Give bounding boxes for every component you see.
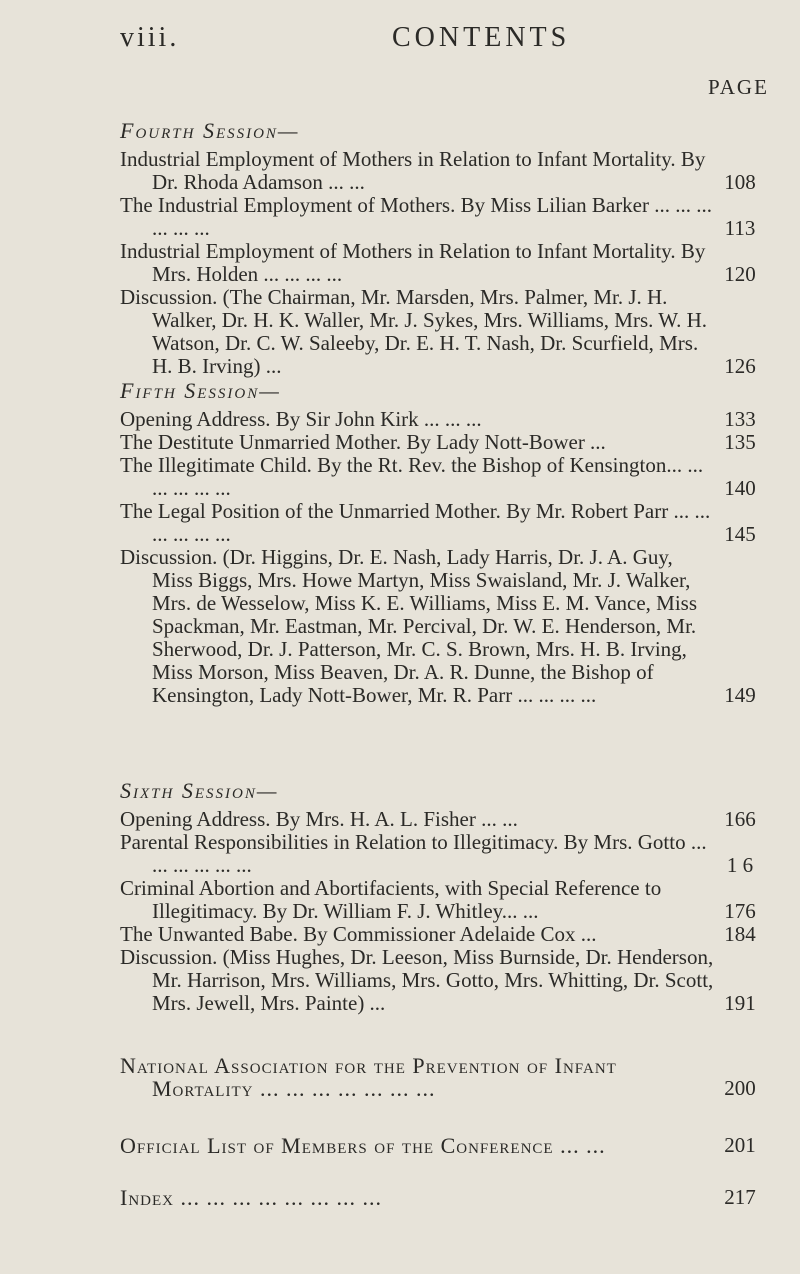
tail-entry-members-list [120, 1134, 780, 1157]
entry-page-number: 217 [724, 1185, 756, 1209]
toc-entry[interactable] [120, 1054, 780, 1100]
toc-entry[interactable] [120, 148, 780, 194]
page-folio: viii. [120, 22, 180, 53]
entry-page-number: 184 [724, 922, 756, 946]
entry-title: The Industrial Employment of Mothers. By Miss Lilian Barker ... ... ... ... ... ... [120, 193, 712, 240]
entry-page-number: 108 [724, 170, 756, 194]
section-fifth-session [120, 378, 780, 707]
entry-title: National Association for the Prevention of Infant Mortality ... ... ... ... ... ... ... [120, 1053, 617, 1101]
toc-entry[interactable] [120, 286, 780, 378]
tail-entry-association [120, 1054, 780, 1100]
page-column-label: PAGE [708, 75, 769, 99]
toc-entry[interactable] [120, 923, 780, 946]
entry-title: Discussion. (Dr. Higgins, Dr. E. Nash, Lady Harris, Dr. J. A. Guy, Miss Biggs, Mrs. Howe Martyn, Miss Swaisland, Mr. J. Walker, Mrs. de Wesselow, Miss K. E. Williams, Miss E. M. Vance, Miss Spackman, Mr. Eastman, Mr. Percival, Dr. W. E. Henderson, Mr. Sherwood, Dr. J. Patterson, Mr. C. S. Brown, Mrs. H. B. Irving, Miss Morson, Miss Beaven, Dr. A. R. Dunne, the Bishop of Kensington, Lady Nott-Bower, Mr. R. Parr ... ... ... ... [120, 545, 698, 707]
entry-page-number: 145 [724, 522, 756, 546]
entry-title: Opening Address. By Mrs. H. A. L. Fisher ... ... [120, 807, 518, 831]
toc-entry[interactable] [120, 1134, 780, 1157]
entry-title: The Legal Position of the Unmarried Mother. By Mr. Robert Parr ... ... ... ... ... ... [120, 499, 711, 546]
entry-page-number: 201 [724, 1133, 756, 1157]
toc-entry[interactable] [120, 431, 780, 454]
entry-title: Industrial Employment of Mothers in Relation to Infant Mortality. By Mrs. Holden ... ... ... ... [120, 239, 706, 286]
page-header [120, 22, 760, 62]
entry-title: The Illegitimate Child. By the Rt. Rev. the Bishop of Kensington... ... ... ... ... ... [120, 453, 704, 500]
entry-page-number: 135 [724, 430, 756, 454]
section-title: Fourth Session— [120, 118, 300, 143]
toc-entry[interactable] [120, 240, 780, 286]
section-fourth-session [120, 118, 780, 378]
section-title: Fifth Session— [120, 378, 281, 403]
section-title: Sixth Session— [120, 778, 279, 803]
toc-entry[interactable] [120, 194, 780, 240]
section-sixth-session [120, 778, 780, 1015]
toc-entry[interactable] [120, 1186, 780, 1209]
entry-title: Industrial Employment of Mothers in Relation to Infant Mortality. By Dr. Rhoda Adamson ... ... [120, 147, 706, 194]
toc-entry[interactable] [120, 877, 780, 923]
entry-page-number: 191 [724, 991, 756, 1015]
entry-title: The Destitute Unmarried Mother. By Lady Nott-Bower ... [120, 430, 606, 454]
entry-page-number: 200 [724, 1076, 756, 1100]
entry-page-number: 113 [724, 216, 756, 240]
toc-entry[interactable] [120, 546, 780, 707]
entry-page-number: 120 [724, 262, 756, 286]
toc-entry[interactable] [120, 831, 780, 877]
entry-title: Opening Address. By Sir John Kirk ... ... ... [120, 407, 482, 431]
entry-title: Discussion. (The Chairman, Mr. Marsden, Mrs. Palmer, Mr. J. H. Walker, Dr. H. K. Waller, Mr. J. Sykes, Mrs. Williams, Mrs. W. H. Watson, Dr. C. W. Saleeby, Dr. E. H. T. Nash, Dr. Scurfield, Mrs. H. B. Irving) ... [120, 285, 708, 378]
entry-title: Index ... ... ... ... ... ... ... ... [120, 1185, 382, 1210]
toc-entry[interactable] [120, 808, 780, 831]
entry-title: The Unwanted Babe. By Commissioner Adelaide Cox ... [120, 922, 597, 946]
entry-page-number: 176 [724, 899, 756, 923]
entry-page-number: 1 6 [726, 853, 754, 877]
toc-entry[interactable] [120, 408, 780, 431]
toc-entry[interactable] [120, 500, 780, 546]
running-head: CONTENTS [392, 22, 571, 53]
entry-page-number: 126 [724, 354, 756, 378]
entry-page-number: 140 [724, 476, 756, 500]
toc-entry[interactable] [120, 946, 780, 1015]
entry-title: Criminal Abortion and Abortifacients, with Special Reference to Illegitimacy. By Dr. William F. J. Whitley... ... [120, 876, 662, 923]
toc-entry[interactable] [120, 454, 780, 500]
entry-title: Official List of Members of the Conference ... ... [120, 1133, 606, 1158]
entry-title: Parental Responsibilities in Relation to Illegitimacy. By Mrs. Gotto ... ... ... ... ... ... [120, 830, 707, 877]
entry-title: Discussion. (Miss Hughes, Dr. Leeson, Miss Burnside, Dr. Henderson, Mr. Harrison, Mrs. Williams, Mrs. Gotto, Mrs. Whitting, Dr. Scott, Mrs. Jewell, Mrs. Painte) ... [120, 945, 714, 1015]
entry-page-number: 133 [724, 407, 756, 431]
entry-page-number: 149 [724, 683, 756, 707]
entry-page-number: 166 [724, 807, 756, 831]
tail-entry-index [120, 1186, 780, 1209]
